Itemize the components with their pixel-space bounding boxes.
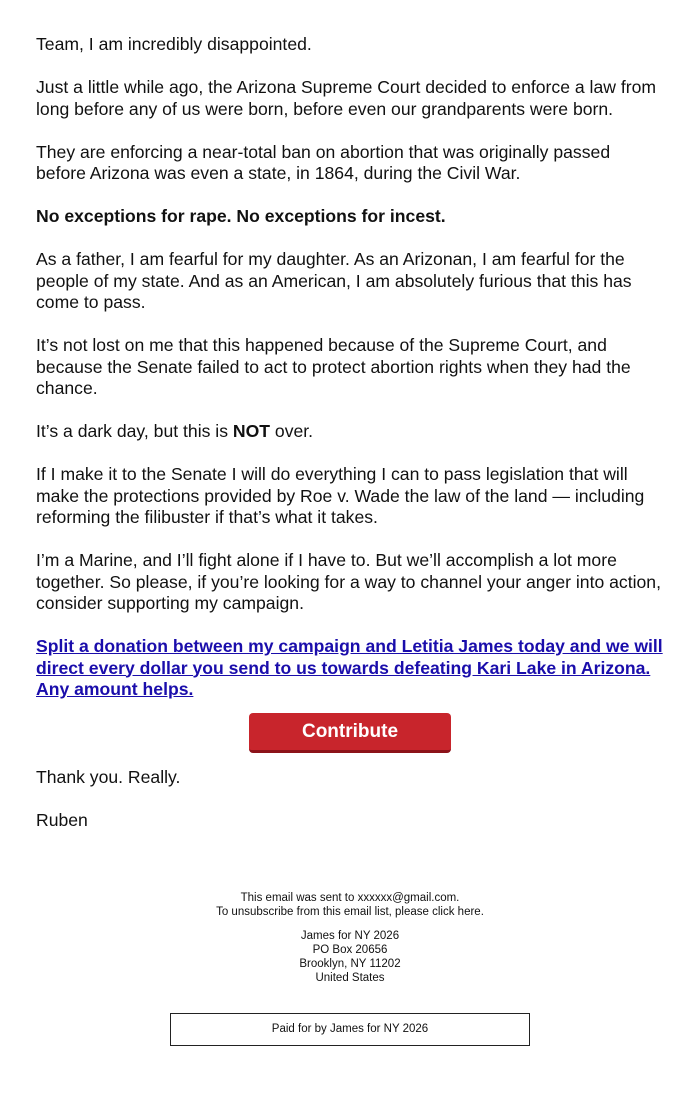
dark-day-after: over. bbox=[270, 421, 314, 441]
email-footer bbox=[36, 891, 664, 1046]
dark-day-before: It’s a dark day, but this is bbox=[36, 421, 233, 441]
unsubscribe-link[interactable]: click here bbox=[432, 906, 481, 918]
mailing-address bbox=[36, 929, 664, 985]
sent-to-suffix: . bbox=[456, 892, 460, 904]
contribute-button-wrap bbox=[36, 713, 664, 753]
address-po-box: PO Box 20656 bbox=[312, 944, 388, 956]
address-city: Brooklyn, NY 11202 bbox=[299, 958, 401, 970]
paragraph-marine: I’m a Marine, and I’ll fight alone if I have to. But we’ll accomplish a lot more together. So please, if you’re looking for a way to channel your anger into action, consider supporting my campaign. bbox=[36, 550, 661, 613]
address-country: United States bbox=[315, 972, 385, 984]
paragraph-father: As a father, I am fearful for my daughter. As an Arizonan, I am fearful for the people of my state. And as an American, I am absolutely furious that this has come to pass. bbox=[36, 249, 632, 312]
no-exceptions-text: No exceptions for rape. No exceptions for incest. bbox=[36, 206, 446, 226]
paragraph-thank-you: Thank you. Really. bbox=[36, 766, 181, 787]
dark-day-not: NOT bbox=[232, 421, 271, 441]
address-org: James for NY 2026 bbox=[300, 930, 400, 942]
paragraph-abortion-ban: They are enforcing a near-total ban on abortion that was originally passed before Arizona was even a state, in 1864, during the Civil War. bbox=[36, 141, 611, 183]
sent-to-line bbox=[36, 891, 664, 905]
unsubscribe-line bbox=[36, 905, 664, 919]
sent-to-prefix: This email was sent to bbox=[240, 892, 358, 904]
paragraph-court-decision: Just a little while ago, the Arizona Supreme Court decided to enforce a law from long before any of us were born, before even our grandparents were born. bbox=[36, 77, 657, 119]
contribute-button[interactable]: Contribute bbox=[249, 713, 451, 753]
unsubscribe-suffix: . bbox=[480, 906, 484, 918]
sent-to-email[interactable]: xxxxxx@gmail.com bbox=[357, 892, 457, 904]
paid-for-box: Paid for by James for NY 2026 bbox=[170, 1013, 530, 1046]
unsubscribe-prefix: To unsubscribe from this email list, please bbox=[216, 906, 433, 918]
signature: Ruben bbox=[36, 809, 88, 830]
split-donation-link[interactable]: Split a donation between my campaign and Letitia James today and we will direct every dollar you send to us towards defeating Kari Lake in Arizona. Any amount helps. bbox=[36, 636, 663, 699]
paragraph-dark-day bbox=[36, 421, 664, 443]
paragraph-no-exceptions bbox=[36, 206, 664, 228]
paragraph-supreme-court: It’s not lost on me that this happened because of the Supreme Court, and because the Senate failed to act to protect abortion rights when they had the chance. bbox=[36, 335, 631, 398]
paragraph-senate-plan: If I make it to the Senate I will do everything I can to pass legislation that will make the protections provided by Roe v. Wade the law of the land — including reforming the filibuster if that’s what it takes. bbox=[36, 464, 645, 527]
paragraph-greeting: Team, I am incredibly disappointed. bbox=[36, 34, 312, 54]
